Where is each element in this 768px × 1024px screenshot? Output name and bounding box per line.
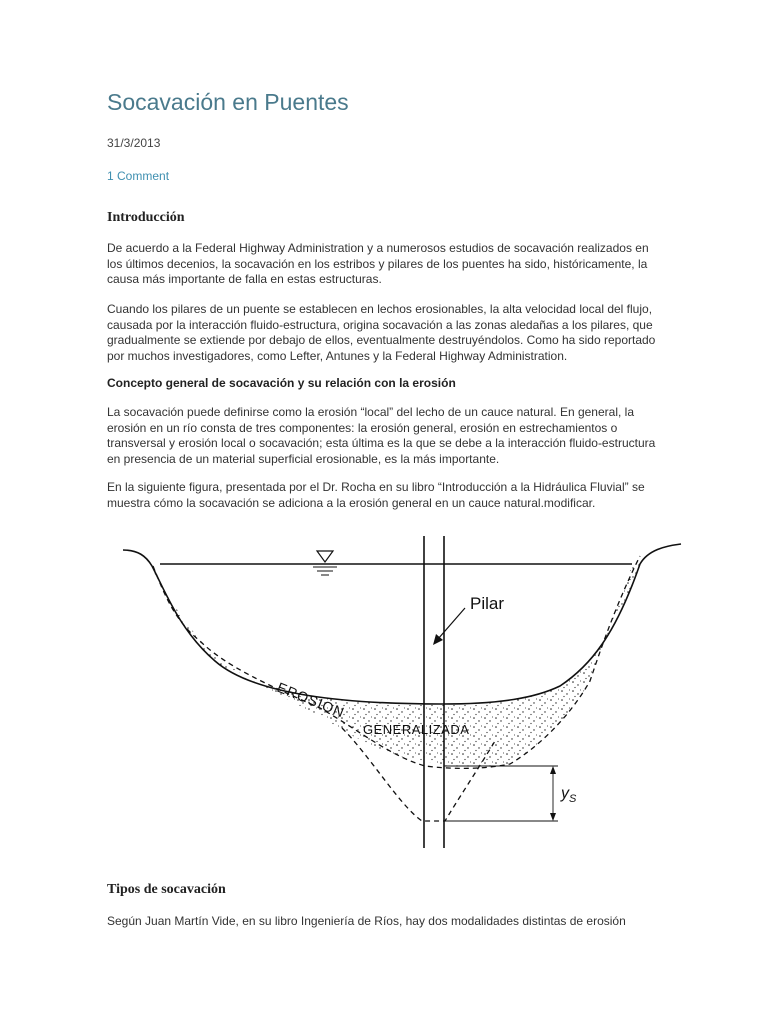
- paragraph-concept-2: En la siguiente figura, presentada por el Dr. Rocha en su libro “Introducción a la Hidráulica Fluvial” se muestra cómo la socavación se adiciona a la erosión general en un cauce natural.modificar.: [107, 480, 645, 510]
- ys-label: [560, 785, 577, 805]
- scour-diagram: [120, 536, 685, 848]
- paragraph-concept-1: La socavación puede definirse como la erosión “local” del lecho de un cauce natural. En general, la erosión en un río consta de tres componentes: la erosión general, erosión en estrechamientos o transversal y erosión local o socavación; esta última es la que se debe a la interacción fluido-estructura en presencia de un material superficial erosionable, es la más importante.: [107, 405, 656, 466]
- ys-subscript: S: [569, 793, 577, 805]
- section-heading-introduccion: Introducción: [107, 210, 185, 225]
- erosion-label: EROSION: [274, 678, 348, 721]
- paragraph-intro-2: Cuando los pilares de un puente se establecen en lechos erosionables, la alta velocidad local del flujo, causada por la interacción fluido-estructura, origina socavación a las zonas aledañas a los pilares, que gradualmente se extiende por debajo de ellos, eventualmente destruyéndolos. Como ha sido reportado por muchos investigadores, como Lefter, Antunes y la Federal Highway Administration.: [107, 302, 656, 363]
- section-heading-concepto: Concepto general de socavación y su relación con la erosión: [107, 376, 456, 390]
- paragraph-types-1: Según Juan Martín Vide, en su libro Ingeniería de Ríos, hay dos modalidades distintas de erosión: [107, 914, 626, 928]
- pier-label: Pilar: [470, 594, 505, 613]
- ys-symbol: y: [561, 785, 569, 802]
- comments-link[interactable]: 1 Comment: [107, 169, 170, 183]
- channel-bed-line: [123, 544, 681, 704]
- post-date: 31/3/2013: [107, 136, 161, 150]
- water-level-icon: [313, 551, 337, 575]
- page-title: Socavación en Puentes: [107, 89, 349, 115]
- pier-arrow-icon: [433, 608, 465, 645]
- paragraph-intro-1: De acuerdo a la Federal Highway Administration y a numerosos estudios de socavación realizados en los últimos decenios, la socavación en los estribos y pilares de los puentes ha sido, históricamente, la causa más importante de falla en estas estructuras.: [107, 241, 649, 286]
- sediment-band: [150, 564, 640, 768]
- ys-dimension-arrow: [550, 766, 556, 821]
- section-heading-tipos: Tipos de socavación: [107, 882, 226, 897]
- scour-diagram-svg: [120, 536, 685, 848]
- generalizada-label: GENERALIZADA: [363, 722, 470, 737]
